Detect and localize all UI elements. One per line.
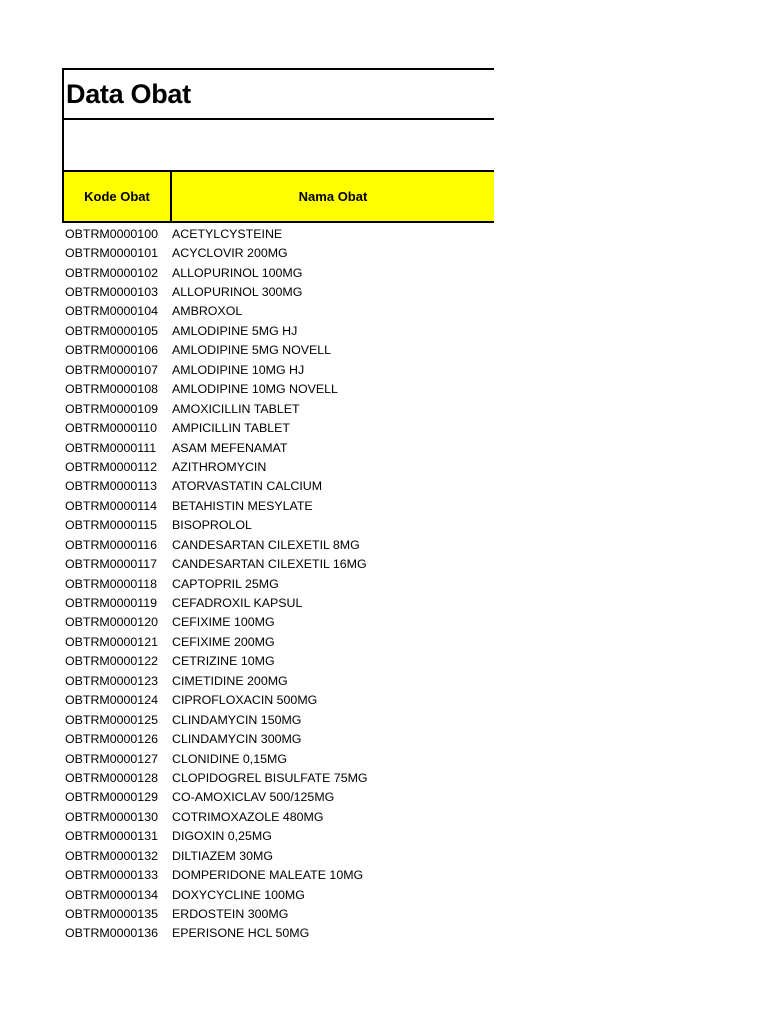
nama-obat-cell: CANDESARTAN CILEXETIL 16MG (172, 557, 367, 572)
nama-obat-cell: CLINDAMYCIN 300MG (172, 732, 302, 747)
nama-obat-cell: CEFIXIME 200MG (172, 634, 275, 649)
table-row (62, 729, 494, 748)
kode-obat-cell: OBTRM0000108 (65, 382, 158, 397)
table-row (62, 554, 494, 573)
nama-obat-cell: AMPICILLIN TABLET (172, 421, 290, 436)
nama-obat-cell: COTRIMOXAZOLE 480MG (172, 809, 324, 824)
table-row (62, 224, 494, 243)
table-row (62, 516, 494, 535)
table-row (62, 477, 494, 496)
table-row (62, 302, 494, 321)
table-header (62, 170, 494, 223)
nama-obat-cell: CO-AMOXICLAV 500/125MG (172, 790, 335, 805)
kode-obat-cell: OBTRM0000132 (65, 848, 158, 863)
nama-obat-cell: DILTIAZEM 30MG (172, 848, 273, 863)
kode-obat-cell: OBTRM0000131 (65, 829, 158, 844)
table-row (62, 613, 494, 632)
table-row (62, 827, 494, 846)
table-row (62, 399, 494, 418)
nama-obat-cell: ALLOPURINOL 100MG (172, 265, 303, 280)
nama-obat-cell: CLINDAMYCIN 150MG (172, 712, 302, 727)
kode-obat-cell: OBTRM0000114 (65, 498, 158, 513)
kode-obat-cell: OBTRM0000106 (65, 343, 158, 358)
nama-obat-cell: CIPROFLOXACIN 500MG (172, 693, 318, 708)
title-cell (62, 68, 494, 120)
kode-obat-cell: OBTRM0000122 (65, 654, 158, 669)
table-row (62, 535, 494, 554)
table-row (62, 593, 494, 612)
nama-obat-cell: CLOPIDOGREL BISULFATE 75MG (172, 770, 368, 785)
table-body (62, 224, 494, 943)
table-row (62, 904, 494, 923)
nama-obat-cell: AMLODIPINE 10MG NOVELL (172, 382, 338, 397)
nama-obat-cell: CLONIDINE 0,15MG (172, 751, 287, 766)
nama-obat-cell: EPERISONE HCL 50MG (172, 926, 310, 941)
kode-obat-cell: OBTRM0000105 (65, 323, 158, 338)
table-row (62, 710, 494, 729)
nama-obat-cell: ERDOSTEIN 300MG (172, 907, 289, 922)
kode-obat-cell: OBTRM0000136 (65, 926, 158, 941)
nama-obat-cell: AMLODIPINE 5MG HJ (172, 323, 298, 338)
table-row (62, 807, 494, 826)
table-row (62, 846, 494, 865)
sheet-title: Data Obat (66, 78, 191, 109)
table-row (62, 380, 494, 399)
table-row (62, 768, 494, 787)
table-row (62, 418, 494, 437)
nama-obat-cell: AMBROXOL (172, 304, 243, 319)
kode-obat-cell: OBTRM0000115 (65, 518, 158, 533)
kode-obat-cell: OBTRM0000111 (65, 440, 157, 455)
table-row (62, 885, 494, 904)
kode-obat-cell: OBTRM0000113 (65, 479, 158, 494)
kode-obat-cell: OBTRM0000110 (65, 421, 158, 436)
kode-obat-cell: OBTRM0000128 (65, 770, 158, 785)
table-row (62, 788, 494, 807)
table-row (62, 632, 494, 651)
nama-obat-cell: BETAHISTIN MESYLATE (172, 498, 313, 513)
table-row (62, 574, 494, 593)
kode-obat-cell: OBTRM0000102 (65, 265, 158, 280)
nama-obat-cell: ASAM MEFENAMAT (172, 440, 288, 455)
table-row (62, 282, 494, 301)
nama-obat-cell: CANDESARTAN CILEXETIL 8MG (172, 537, 360, 552)
kode-obat-cell: OBTRM0000109 (65, 401, 158, 416)
nama-obat-cell: DOMPERIDONE MALEATE 10MG (172, 868, 364, 883)
table-row (62, 671, 494, 690)
kode-obat-cell: OBTRM0000133 (65, 868, 158, 883)
nama-obat-cell: ACYCLOVIR 200MG (172, 246, 288, 261)
nama-obat-cell: DOXYCYCLINE 100MG (172, 887, 305, 902)
kode-obat-cell: OBTRM0000121 (65, 634, 158, 649)
nama-obat-cell: DIGOXIN 0,25MG (172, 829, 272, 844)
nama-obat-cell: AMLODIPINE 5MG NOVELL (172, 343, 332, 358)
kode-obat-cell: OBTRM0000119 (65, 596, 158, 611)
data-obat-sheet (62, 68, 494, 943)
nama-obat-cell: ATORVASTATIN CALCIUM (172, 479, 323, 494)
nama-obat-cell: AMLODIPINE 10MG HJ (172, 362, 305, 377)
kode-obat-cell: OBTRM0000117 (65, 557, 158, 572)
kode-obat-cell: OBTRM0000134 (65, 887, 158, 902)
table-row (62, 263, 494, 282)
table-row (62, 457, 494, 476)
kode-obat-cell: OBTRM0000130 (65, 809, 158, 824)
kode-obat-cell: OBTRM0000129 (65, 790, 158, 805)
nama-obat-cell: CETRIZINE 10MG (172, 654, 275, 669)
nama-obat-cell: CIMETIDINE 200MG (172, 673, 288, 688)
kode-obat-cell: OBTRM0000103 (65, 285, 158, 300)
kode-obat-cell: OBTRM0000124 (65, 693, 158, 708)
nama-obat-cell: CEFADROXIL KAPSUL (172, 596, 303, 611)
kode-obat-cell: OBTRM0000123 (65, 673, 158, 688)
table-row (62, 652, 494, 671)
kode-obat-cell: OBTRM0000101 (65, 246, 158, 261)
nama-obat-cell: ACETYLCYSTEINE (172, 226, 283, 241)
kode-obat-cell: OBTRM0000135 (65, 907, 158, 922)
kode-obat-cell: OBTRM0000126 (65, 732, 158, 747)
table-row (62, 924, 494, 943)
kode-obat-cell: OBTRM0000120 (65, 615, 158, 630)
nama-obat-cell: CEFIXIME 100MG (172, 615, 275, 630)
table-row (62, 496, 494, 515)
nama-obat-cell: ALLOPURINOL 300MG (172, 285, 303, 300)
header-kode-obat: Kode Obat (64, 172, 172, 221)
nama-obat-cell: AZITHROMYCIN (172, 459, 267, 474)
table-row (62, 865, 494, 884)
header-nama-obat: Nama Obat (298, 189, 368, 204)
kode-obat-cell: OBTRM0000112 (65, 459, 158, 474)
kode-obat-cell: OBTRM0000127 (65, 751, 158, 766)
kode-obat-cell: OBTRM0000116 (65, 537, 158, 552)
kode-obat-cell: OBTRM0000100 (65, 226, 158, 241)
table-row (62, 749, 494, 768)
table-row (62, 321, 494, 340)
kode-obat-cell: OBTRM0000125 (65, 712, 158, 727)
kode-obat-cell: OBTRM0000118 (65, 576, 158, 591)
table-row (62, 243, 494, 262)
table-row (62, 691, 494, 710)
table-row (62, 438, 494, 457)
table-row (62, 341, 494, 360)
blank-cell (62, 120, 494, 170)
nama-obat-cell: AMOXICILLIN TABLET (172, 401, 300, 416)
table-row (62, 360, 494, 379)
kode-obat-cell: OBTRM0000104 (65, 304, 158, 319)
nama-obat-cell: BISOPROLOL (172, 518, 252, 533)
kode-obat-cell: OBTRM0000107 (65, 362, 158, 377)
nama-obat-cell: CAPTOPRIL 25MG (172, 576, 279, 591)
